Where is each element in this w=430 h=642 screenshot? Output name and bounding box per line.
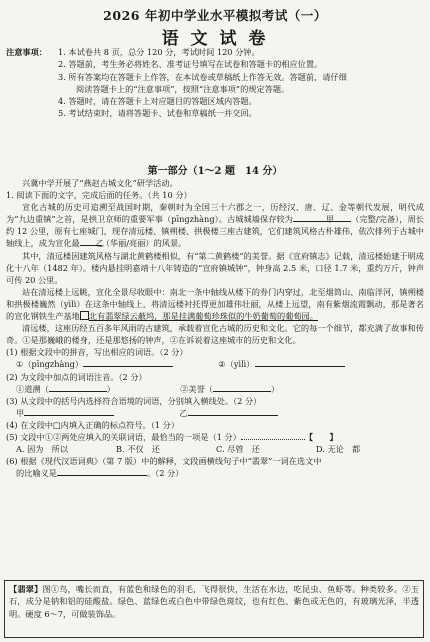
dictionary-label: 【翡翠】 [9,584,43,594]
option-d[interactable]: D. 无论 都 [316,444,361,455]
sub-question-4: (4) 在文段中□内填入正确的标点符号。（1 分） [6,419,180,430]
notes-item: 5. 考试结束时，请将答题卡、试卷和草稿纸一并交回。 [58,108,257,119]
answer-blank[interactable] [255,358,345,367]
sub-question-5-options [6,443,424,455]
answer-blank[interactable] [213,383,271,392]
sub-question-5: (5) 文段中①②两处应填入的关联词语，最恰当的一项是（1 分） 【 】 [6,431,338,442]
intro-text: 兴冀中学开展了“燕赵古城文化”研学活动。 [22,178,178,188]
sub-question-3-answers: 甲 乙 [6,407,424,419]
notes-block [6,46,424,120]
notes-item: 2. 答题前，考生务必将姓名、准考证号填写在试卷和答题卡的相应位置。 [58,59,323,70]
notes-item: 1. 本试卷共 8 页，总分 120 分，考试时间 120 分钟。 [58,47,260,57]
underlined-sentence: 北有翡翠绿云 [88,311,138,322]
sub-question-3: (3) 从文段中的括号内选择符合语境的词语，分别填入横线处。（2 分） [6,395,262,406]
answer-blank[interactable] [57,467,147,476]
subject-title: 语 文 试 卷 [161,29,269,49]
option-b[interactable]: B. 不仅 还 [116,444,160,455]
notes-label: 注意事项： [6,47,47,57]
notes-item: 阅读答题卡上的“注意事项”，按照“注意事项”的规定答题。 [76,83,290,94]
sub-question-2: (2) 为文段中加点的词语注音。（2 分） [6,371,147,382]
sub-question-1: (1) 根据文段中的拼音，写出相应的词语。（2 分） [6,347,188,358]
notes-item: 4. 答题时，请在答题卡上对应题目的答题区域内答题。 [58,96,257,107]
notes-item: 3. 所有答案均在答题卡上作答，在本试卷或草稿纸上作答无效。答题前，请仔细 [58,71,347,82]
question-body [6,177,424,479]
option-a[interactable]: A. 因为 所以 [16,444,69,455]
answer-blank[interactable] [188,407,278,416]
passage-paragraph-2: 其中，清远楼因建筑风格与湖北黄鹤楼相似，有“第二黄鹤楼”的美誉。据《宣府镇志》记载，清远楼始建于明成化十八年（1482 年）。楼内悬挂明嘉靖十八年铸造的“宣府镇城钟”，钟身高 2.5 米，口径 1.7 米，重约万斤，钟声可传 20 公里。 [6,250,425,285]
answer-bracket[interactable]: 【 】 [304,431,338,442]
answer-blank[interactable] [83,358,173,367]
passage-paragraph-1: 宣化古城的历史可追溯至战国时期，秦朝时为全国三十六郡之一，历经汉、唐、辽、金等朝代发展，明代成为“九边重镇”之首，是拱卫京师的重要军事（pīngzhàng）。古城城墙保存较为 甲 （完整/完备），周长约 12 公里，原有七座城门，现存清远楼、镇朔楼、拱极楼三座古建筑，它们建筑风格古朴雄伟，依次排列于古城中轴线上，成为宣化最 乙（华丽/亮丽）的风景。 [6,202,424,249]
sub-question-6-answer: 的比喻义是 。（2 分） [16,468,184,479]
sub-question-1-answers: ①（pīngzhàng） ②（yìlì） [6,358,424,370]
passage-paragraph-3: 站在清远楼上远眺，宣化全景尽收眼中：南北一条中轴线从楼下的券门内穿过，北至烟筒山、南临洋河，镇朔楼和拱极楼巍然（yìlì）在这条中轴线上，将清远楼衬托得更加雄伟壮丽，从楼上远望，南有紫烟流霞飘动，那是著名的宣化钢铁生产基地 北有翡翠绿云蔽坞，那是挂满葡萄珍珠似的牛奶葡萄的葡萄园。 [6,286,424,322]
option-c[interactable]: C. 尽管 还 [216,444,260,455]
sub-question-2-answers: ①道溯（ ） ②美誉（ ） [16,383,280,394]
answer-blank[interactable]: 乙 [80,237,102,246]
punctuation-box[interactable] [80,311,89,320]
passage-paragraph-4: 清远楼，这座历经五百多年风雨的古建筑，承载着宣化古城的历史和文化。它的每一个细节，都充满了故事和传奇。①是那巍峨的楼身，还是那悠扬的钟声，②在诉说着这座城市的历史和文化。 [6,323,424,346]
answer-blank[interactable]: 甲 [293,213,351,222]
sub-question-6: (6) 根据《现代汉语词典》（第 7 版）中的解释，文段画横线句子中“翡翠”一词在选文中 [6,456,322,467]
answer-blank[interactable] [49,383,107,392]
section-title: 第一部分（1～2 题 14 分） [147,166,283,177]
dictionary-entry-box: 【翡翠】图①鸟，嘴长而直，有蓝色和绿色的羽毛，飞得很快，生活在水边，吃昆虫、鱼虾等。种类较多。②玉石，成分是钠和铝的硅酸盐。绿色、蓝绿色或白色中带绿色斑纹，也有红色、紫色或无色的，有玻璃光泽，半透明。硬度 6～7，可做装饰品。 [4,580,424,638]
question-stem: 1. 阅读下面的文字，完成后面的任务。（共 10 分） [6,190,192,201]
answer-blank[interactable] [24,407,114,416]
exam-title: 2026 年初中学业水平模拟考试（一） [103,8,327,23]
underlined-sentence: 蔽坞，那是挂满葡萄珍珠似的牛奶葡萄的葡萄园。 [137,311,318,322]
